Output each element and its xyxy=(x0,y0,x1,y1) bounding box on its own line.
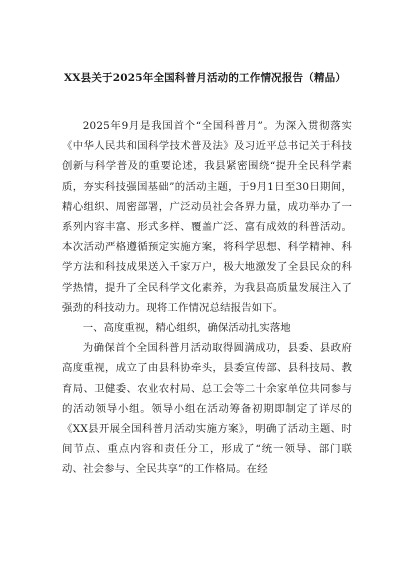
document-title: XX县关于2025年全国科普月活动的工作情况报告（精品） xyxy=(63,72,347,84)
intro-paragraph: 2025年9月是我国首个“全国科普月”。为深入贯彻落实《中华人民共和国科学技术普及法》及习近平总书记关于科技创新与科学普及的重要论述，我县紧密围绕“提升全民科学素质，夯实科技强国基础”的活动主题，于9月1日至30日期间，精心组织、周密部署，广泛动员社会各界力量，成功举办了一系列内容丰富、形式多样、覆盖广泛、富有成效的科普活动。本次活动严格遵循预定实施方案，将科学思想、科学精神、科学方法和科技成果送入千家万户，极大地激发了全县民众的科学热情，提升了全民科学文化素养，为我县高质量发展注入了强劲的科技动力。现将工作情况总结报告如下。 xyxy=(62,120,352,314)
section-1-paragraph: 为确保首个全国科普月活动取得圆满成功，县委、县政府高度重视，成立了由县科协牵头，县委宣传部、县科技局、教育局、卫健委、农业农村局、总工会等二十余家单位共同参与的活动领导小组。领导小组在活动筹备初期即制定了详尽的《XX县开展全国科普月活动实施方案》，明确了活动主题、时间节点、重点内容和责任分工，形成了“统一领导、部门联动、社会参与、全民共享”的工作格局。在经 xyxy=(62,342,352,476)
section-1-heading: 一、高度重视，精心组织，确保活动扎实落地 xyxy=(82,322,291,335)
document-body xyxy=(62,116,352,480)
